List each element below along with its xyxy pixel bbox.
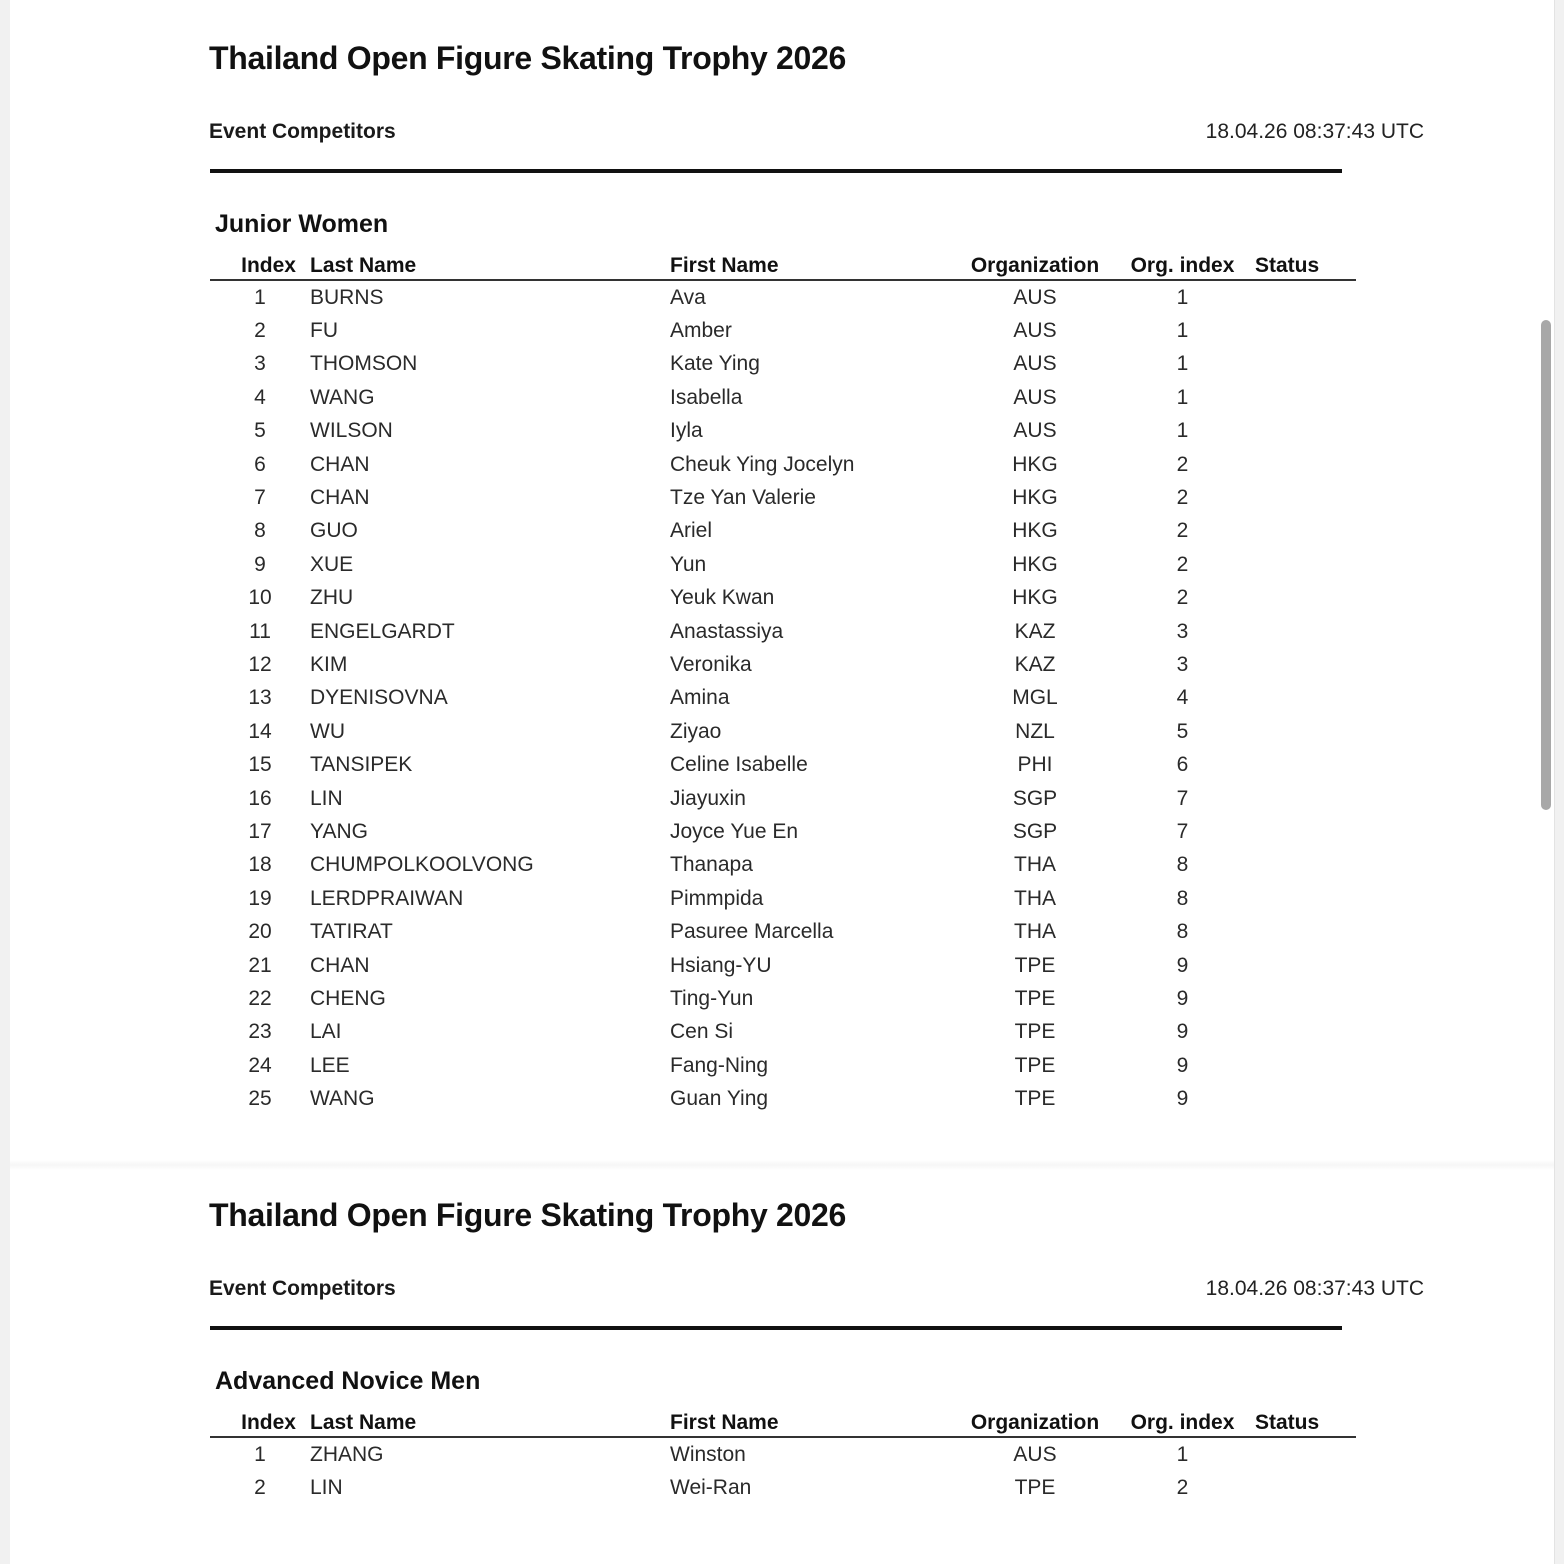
page-1 [10,0,1554,1160]
col-header-status: Status [1255,1411,1320,1434]
cell-status [1255,1049,1356,1082]
cell-first-name: Ava [670,285,706,309]
page-2 [10,1170,1554,1564]
cell-organization: TPE [1014,1087,1056,1111]
col-header-status: Status [1255,254,1320,277]
cell-org-index: 2 [1176,586,1189,610]
cell-index: 12 [248,652,272,676]
cell-first-name: Celine Isabelle [670,753,808,777]
table-row [210,1437,1356,1471]
cell-first-name: Pimmpida [670,886,764,910]
cell-first-name: Cheuk Ying Jocelyn [670,452,855,476]
cell-org-index: 8 [1176,853,1189,877]
cell-org-index: 2 [1176,486,1189,510]
cell-last-name: TATIRAT [310,920,393,944]
cell-index: 7 [254,486,266,510]
cell-first-name: Ziyao [670,719,722,743]
cell-organization: HKG [1012,519,1058,543]
table-row [210,815,1356,848]
cell-organization: AUS [1013,419,1057,443]
cell-organization: TPE [1014,986,1056,1010]
table-row [210,682,1356,715]
cell-index: 18 [248,853,272,877]
col-header-last-name: Last Name [310,1411,417,1434]
cell-organization: HKG [1012,552,1058,576]
cell-organization: AUS [1013,352,1057,376]
col-header-organization: Organization [970,1411,1100,1434]
cell-last-name: KIM [310,652,348,676]
cell-status [1255,1082,1356,1115]
table-row [210,348,1356,381]
cell-status [1255,548,1356,581]
cell-index: 21 [248,953,272,977]
cell-index: 2 [254,1476,266,1500]
cell-org-index: 1 [1176,385,1189,409]
cell-last-name: LIN [310,1476,343,1500]
cell-status [1255,381,1356,414]
cell-index: 17 [248,819,272,843]
cell-first-name: Amber [670,319,732,343]
cell-status [1255,348,1356,381]
document-title: Thailand Open Figure Skating Trophy 2026 [209,1197,847,1233]
cell-status [1255,1437,1356,1471]
cell-first-name: Winston [670,1442,746,1466]
cell-index: 2 [254,319,266,343]
col-header-first-name: First Name [670,254,779,277]
cell-org-index: 1 [1176,285,1189,309]
cell-status [1255,1471,1356,1504]
document-viewer [10,0,1554,1564]
cell-index: 14 [248,719,272,743]
cell-index: 4 [254,385,266,409]
cell-first-name: Cen Si [670,1020,734,1044]
cell-index: 15 [248,753,272,777]
competitors-table [210,246,1356,1116]
cell-index: 16 [248,786,272,810]
page-separator [10,1160,1554,1170]
cell-last-name: LAI [310,1020,342,1044]
table-row [210,782,1356,815]
table-row [210,448,1356,481]
cell-organization: KAZ [1014,652,1056,676]
cell-status [1255,882,1356,915]
cell-first-name: Yun [670,552,707,576]
table-row [210,915,1356,948]
cell-last-name: CHAN [310,452,370,476]
cell-index: 8 [254,519,266,543]
cell-organization: AUS [1013,319,1057,343]
cell-index: 3 [254,352,266,376]
table-row [210,280,1356,314]
cell-last-name: WANG [310,1087,375,1111]
cell-status [1255,748,1356,781]
cell-last-name: DYENISOVNA [310,686,448,710]
cell-last-name: YANG [310,819,368,843]
col-header-first-name: First Name [670,1411,779,1434]
cell-organization: TPE [1014,1053,1056,1077]
cell-org-index: 9 [1176,1020,1189,1044]
table-row [210,949,1356,982]
cell-last-name: LERDPRAIWAN [310,886,464,910]
cell-index: 9 [254,552,266,576]
cell-status [1255,682,1356,715]
cell-org-index: 1 [1176,352,1189,376]
cell-index: 24 [248,1053,272,1077]
table-row [210,982,1356,1015]
cell-org-index: 5 [1176,719,1189,743]
cell-organization: THA [1014,920,1056,944]
cell-last-name: CHUMPOLKOOLVONG [310,853,534,877]
col-header-organization: Organization [970,254,1100,277]
document-title: Thailand Open Figure Skating Trophy 2026 [209,40,847,76]
cell-org-index: 2 [1176,452,1189,476]
cell-org-index: 9 [1176,953,1189,977]
cell-first-name: Amina [670,686,730,710]
cell-last-name: WILSON [310,419,393,443]
cell-org-index: 8 [1176,920,1189,944]
competitors-table [210,1403,1356,1505]
cell-org-index: 1 [1176,319,1189,343]
cell-index: 13 [248,686,272,710]
cell-last-name: TANSIPEK [310,753,413,777]
cell-organization: NZL [1015,719,1055,743]
table-row [210,849,1356,882]
cell-index: 23 [248,1020,272,1044]
cell-last-name: BURNS [310,285,384,309]
table-row [210,615,1356,648]
cell-last-name: WANG [310,385,375,409]
cell-org-index: 3 [1176,619,1189,643]
table-header-row [210,1403,1356,1437]
cell-status [1255,481,1356,514]
table-row [210,1016,1356,1049]
cell-org-index: 7 [1176,819,1189,843]
cell-org-index: 9 [1176,986,1189,1010]
cell-status [1255,648,1356,681]
cell-first-name: Veronika [670,652,752,676]
cell-status [1255,949,1356,982]
table-row [210,481,1356,514]
cell-organization: AUS [1013,1442,1057,1466]
table-row [210,381,1356,414]
cell-first-name: Yeuk Kwan [670,586,775,610]
table-row [210,415,1356,448]
cell-last-name: ENGELGARDT [310,619,455,643]
cell-status [1255,615,1356,648]
cell-org-index: 1 [1176,419,1189,443]
cell-org-index: 8 [1176,886,1189,910]
table-row [210,314,1356,347]
cell-index: 19 [248,886,272,910]
cell-first-name: Thanapa [670,853,753,877]
report-timestamp: 18.04.26 08:37:43 UTC [1205,1277,1424,1300]
table-row [210,1082,1356,1115]
scrollbar-thumb[interactable] [1541,320,1551,810]
cell-first-name: Hsiang-YU [670,953,772,977]
cell-last-name: XUE [310,552,354,576]
cell-index: 1 [254,1442,266,1466]
category-heading: Junior Women [215,210,389,238]
cell-org-index: 4 [1176,686,1189,710]
cell-organization: HKG [1012,586,1058,610]
cell-status [1255,915,1356,948]
report-timestamp: 18.04.26 08:37:43 UTC [1205,120,1424,143]
cell-last-name: LEE [310,1053,350,1077]
table-body [210,1437,1356,1505]
report-subtitle: Event Competitors [209,120,396,143]
cell-organization: HKG [1012,452,1058,476]
table-row [210,1471,1356,1504]
cell-first-name: Guan Ying [670,1087,769,1111]
col-header-last-name: Last Name [310,254,417,277]
cell-last-name: ZHANG [310,1442,384,1466]
cell-last-name: CHAN [310,953,370,977]
cell-org-index: 9 [1176,1053,1189,1077]
cell-organization: AUS [1013,385,1057,409]
cell-index: 5 [254,419,266,443]
cell-first-name: Iyla [670,419,703,443]
cell-status [1255,515,1356,548]
col-header-index: Index [241,254,296,277]
col-header-index: Index [241,1411,296,1434]
cell-org-index: 1 [1176,1442,1189,1466]
table-row [210,1049,1356,1082]
table-row [210,648,1356,681]
cell-index: 1 [254,285,266,309]
cell-org-index: 2 [1176,552,1189,576]
cell-organization: THA [1014,886,1056,910]
table-row [210,582,1356,615]
cell-first-name: Pasuree Marcella [670,920,834,944]
col-header-org-index: Org. index [1130,1411,1235,1434]
table-row [210,748,1356,781]
cell-status [1255,415,1356,448]
header-rule [210,169,1342,173]
cell-status [1255,280,1356,314]
cell-status [1255,1016,1356,1049]
table-row [210,882,1356,915]
cell-status [1255,715,1356,748]
cell-org-index: 2 [1176,1476,1189,1500]
cell-last-name: FU [310,319,338,343]
cell-last-name: WU [310,719,345,743]
cell-organization: TPE [1014,953,1056,977]
cell-status [1255,314,1356,347]
cell-index: 11 [249,619,271,643]
table-row [210,515,1356,548]
cell-first-name: Tze Yan Valerie [670,486,816,510]
header-rule [210,1326,1342,1330]
cell-index: 20 [248,920,272,944]
cell-last-name: LIN [310,786,343,810]
table-header-row [210,246,1356,280]
cell-organization: TPE [1014,1476,1056,1500]
cell-last-name: CHENG [310,986,386,1010]
cell-first-name: Wei-Ran [670,1476,752,1500]
cell-status [1255,582,1356,615]
cell-first-name: Isabella [670,385,743,409]
cell-organization: KAZ [1014,619,1056,643]
cell-status [1255,849,1356,882]
cell-status [1255,815,1356,848]
cell-org-index: 7 [1176,786,1189,810]
cell-organization: HKG [1012,486,1058,510]
cell-org-index: 3 [1176,652,1189,676]
cell-first-name: Ariel [670,519,713,543]
table-body [210,280,1356,1116]
cell-status [1255,448,1356,481]
cell-org-index: 6 [1176,753,1189,777]
cell-last-name: GUO [310,519,358,543]
cell-index: 25 [248,1087,272,1111]
cell-status [1255,782,1356,815]
cell-organization: AUS [1013,285,1057,309]
cell-index: 6 [254,452,266,476]
cell-last-name: CHAN [310,486,370,510]
cell-org-index: 2 [1176,519,1189,543]
cell-first-name: Fang-Ning [670,1053,769,1077]
cell-organization: PHI [1017,753,1053,777]
cell-organization: TPE [1014,1020,1056,1044]
cell-organization: SGP [1012,819,1058,843]
cell-first-name: Ting-Yun [670,986,754,1010]
cell-organization: THA [1014,853,1056,877]
cell-first-name: Jiayuxin [670,786,746,810]
cell-index: 10 [248,586,272,610]
cell-status [1255,982,1356,1015]
category-heading: Advanced Novice Men [215,1367,481,1395]
viewer-left-edge [0,0,10,1564]
cell-last-name: THOMSON [310,352,418,376]
report-subtitle: Event Competitors [209,1277,396,1300]
cell-first-name: Kate Ying [670,352,760,376]
cell-index: 22 [248,986,272,1010]
cell-first-name: Anastassiya [670,619,784,643]
table-row [210,548,1356,581]
table-row [210,715,1356,748]
cell-org-index: 9 [1176,1087,1189,1111]
scrollbar-track[interactable] [1554,0,1564,1564]
cell-last-name: ZHU [310,586,354,610]
cell-first-name: Joyce Yue En [670,819,799,843]
cell-organization: SGP [1012,786,1058,810]
cell-organization: MGL [1012,686,1058,710]
col-header-org-index: Org. index [1130,254,1235,277]
